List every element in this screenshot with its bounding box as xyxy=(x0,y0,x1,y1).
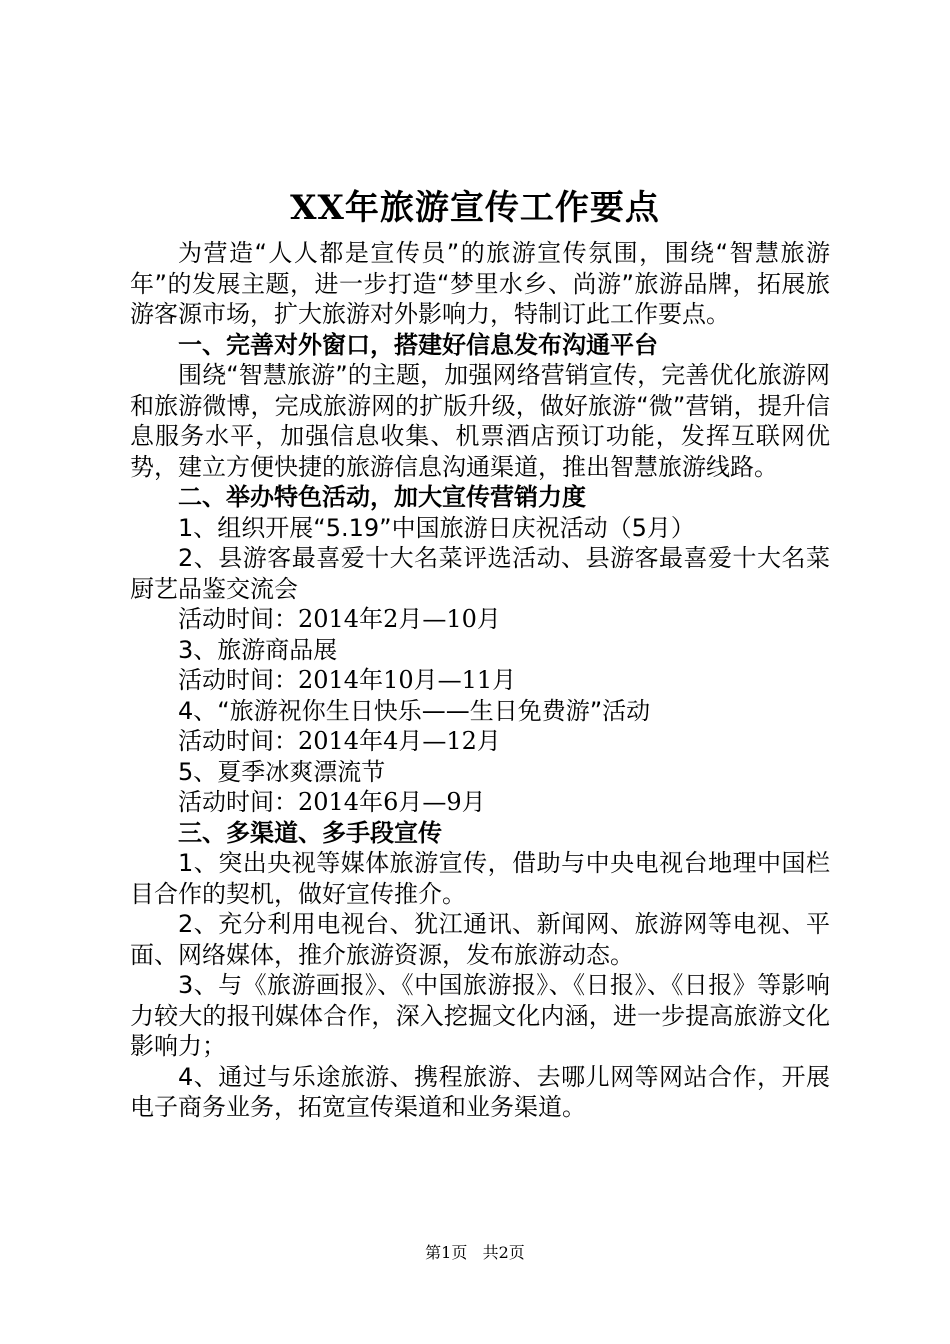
channel-item-1: 1、突出央视等媒体旅游宣传，借助与中央电视台地理中国栏目合作的契机，做好宣传推介。 xyxy=(130,849,830,908)
intro-paragraph: 为营造“人人都是宣传员”的旅游宣传氛围，围绕“智慧旅游年”的发展主题，进一步打造“梦里水乡、尚游”旅游品牌，拓展旅游客源市场，扩大旅游对外影响力，特制订此工作要点。 xyxy=(130,239,830,328)
document-body xyxy=(130,238,830,1123)
activity-item-4: 4、“旅游祝你生日快乐——生日免费游”活动 xyxy=(178,696,651,725)
activity-time-5: 活动时间：2014年6月—9月 xyxy=(178,788,486,816)
activity-time-2: 活动时间：2014年2月—10月 xyxy=(178,605,501,633)
channel-item-4: 4、通过与乐途旅游、携程旅游、去哪儿网等网站合作，开展电子商务业务，拓宽宣传渠道和业务渠道。 xyxy=(130,1062,830,1121)
activity-item-2: 2、县游客最喜爱十大名菜评选活动、县游客最喜爱十大名菜厨艺品鉴交流会 xyxy=(130,544,830,603)
channel-item-2: 2、充分利用电视台、犹江通讯、新闻网、旅游网等电视、平面、网络媒体，推介旅游资源，发布旅游动态。 xyxy=(130,910,830,969)
activity-item-5: 5、夏季冰爽漂流节 xyxy=(178,757,386,786)
page-number: 第1页 xyxy=(425,1243,468,1262)
page-footer xyxy=(0,1242,950,1264)
activity-time-4: 活动时间：2014年4月—12月 xyxy=(178,727,501,755)
document-title: XX年旅游宣传工作要点 xyxy=(290,188,660,228)
section-heading-3: 三、多渠道、多手段宣传 xyxy=(178,818,442,847)
activity-time-3: 活动时间：2014年10月—11月 xyxy=(178,666,517,694)
section-1-paragraph: 围绕“智慧旅游”的主题，加强网络营销宣传，完善优化旅游网和旅游微博，完成旅游网的扩版升级，做好旅游“微”营销，提升信息服务水平，加强信息收集、机票酒店预订功能，发挥互联网优势，建立方便快捷的旅游信息沟通渠道，推出智慧旅游线路。 xyxy=(130,361,830,481)
section-heading-2: 二、举办特色活动，加大宣传营销力度 xyxy=(178,483,586,511)
channel-item-3: 3、与《旅游画报》、《中国旅游报》、《日报》、《日报》等影响力较大的报刊媒体合作，深入挖掘文化内涵，进一步提高旅游文化影响力； xyxy=(130,971,830,1060)
activity-item-3: 3、旅游商品展 xyxy=(178,635,338,664)
activity-item-1: 1、组织开展“5.19”中国旅游日庆祝活动（5月） xyxy=(178,513,695,542)
section-heading-1: 一、完善对外窗口，搭建好信息发布沟通平台 xyxy=(178,330,658,359)
page-total: 共2页 xyxy=(482,1243,525,1262)
